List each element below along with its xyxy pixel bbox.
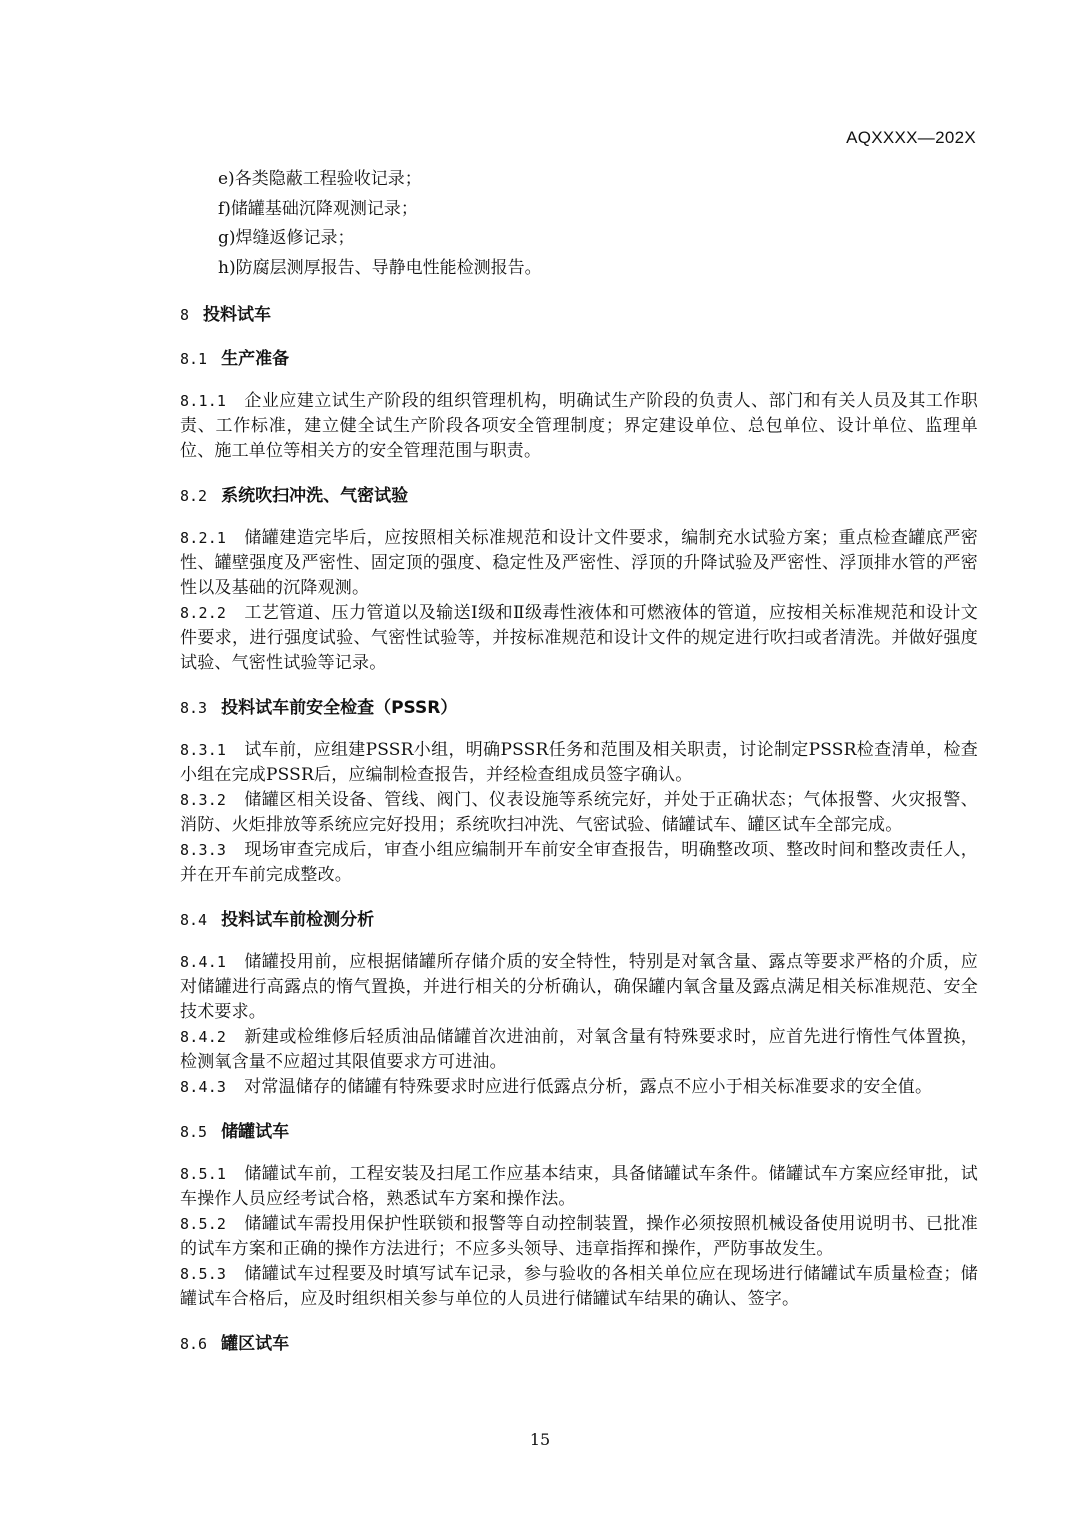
- clause-text: 储罐试车前，工程安装及扫尾工作应基本结束，具备储罐试车条件。储罐试车方案应经审批，试车操作人员应经考试合格，熟悉试车方案和操作法。: [180, 1164, 978, 1209]
- clause-text: 储罐建造完毕后，应按照相关标准规范和设计文件要求，编制充水试验方案；重点检查罐底严密性、罐壁强度及严密性、固定顶的强度、稳定性及严密性、浮顶的升降试验及严密性、浮顶排水管的严密性以及基础的沉降观测。: [180, 528, 978, 598]
- section-heading-8-1: [180, 347, 978, 371]
- list-item: h)防腐层测厚报告、导静电性能检测报告。: [218, 257, 542, 278]
- section-number: 8.4: [180, 911, 208, 929]
- section-title: 投料试车前检测分析: [221, 910, 375, 930]
- clause-number: 8.4.1: [180, 953, 227, 971]
- clause-paragraph: [180, 389, 978, 464]
- section-number: 8.3: [180, 699, 208, 717]
- clause-text: 工艺管道、压力管道以及输送Ⅰ级和Ⅱ级毒性液体和可燃液体的管道，应按相关标准规范和设计文件要求，进行强度试验、气密性试验等，并按标准规范和设计文件的规定进行吹扫或者清洗。并做好强度试验、气密性试验等记录。: [180, 603, 978, 673]
- clause-text: 企业应建立试生产阶段的组织管理机构，明确试生产阶段的负责人、部门和有关人员及其工作职责、工作标准，建立健全试生产阶段各项安全管理制度；界定建设单位、总包单位、设计单位、监理单位、施工单位等相关方的安全管理范围与职责。: [180, 391, 978, 461]
- section-title: 罐区试车: [221, 1334, 290, 1354]
- list-item: g)焊缝返修记录；: [218, 228, 355, 248]
- clause-number: 8.3.2: [180, 791, 227, 809]
- clause-paragraph: [180, 1025, 978, 1075]
- clause-text: 试车前，应组建PSSR小组，明确PSSR任务和范围及相关职责，讨论制定PSSR检查清单，检查小组在完成PSSR后，应编制检查报告，并经检查组成员签字确认。: [180, 740, 978, 785]
- clause-paragraph: [180, 838, 978, 888]
- section-title: 储罐试车: [221, 1122, 290, 1142]
- section-title: 投料试车前安全检查（PSSR）: [221, 698, 458, 718]
- clause-paragraph: [180, 788, 978, 838]
- list-item: f)储罐基础沉降观测记录；: [218, 198, 418, 219]
- clause-text: 现场审查完成后，审查小组应编制开车前安全审查报告，明确整改项、整改时间和整改责任人，并在开车前完成整改。: [180, 840, 978, 885]
- clause-number: 8.2.2: [180, 604, 227, 622]
- page-content: [180, 165, 978, 1374]
- clause-text: 储罐试车需投用保护性联锁和报警等自动控制装置，操作必须按照机械设备使用说明书、已批准的试车方案和正确的操作方法进行；不应多头领导、违章指挥和操作，严防事故发生。: [180, 1214, 978, 1259]
- clause-number: 8.3.3: [180, 841, 227, 859]
- clause-number: 8.4.2: [180, 1028, 227, 1046]
- section-heading-8-5: [180, 1120, 978, 1144]
- clause-paragraph: [180, 1075, 978, 1100]
- clause-paragraph: [180, 1212, 978, 1262]
- section-title: 投料试车: [203, 305, 272, 325]
- clause-text: 新建或检维修后轻质油品储罐首次进油前，对氧含量有特殊要求时，应首先进行惰性气体置换，检测氧含量不应超过其限值要求方可进油。: [180, 1027, 978, 1072]
- clause-number: 8.4.3: [180, 1078, 227, 1096]
- section-number: 8.5: [180, 1123, 208, 1141]
- clause-paragraph: [180, 1162, 978, 1212]
- section-heading-8-3: [180, 696, 978, 720]
- clause-paragraph: [180, 601, 978, 676]
- clause-number: 8.5.2: [180, 1215, 227, 1233]
- section-heading-8-6: [180, 1332, 978, 1356]
- clause-number: 8.5.1: [180, 1165, 227, 1183]
- section-heading-8-4: [180, 908, 978, 932]
- section-heading-8-2: [180, 484, 978, 508]
- clause-paragraph: [180, 950, 978, 1025]
- document-code: AQXXXX—202X: [846, 128, 976, 147]
- list-item: e)各类隐蔽工程验收记录；: [218, 169, 422, 189]
- clause-text: 储罐投用前，应根据储罐所存储介质的安全特性，特别是对氧含量、露点等要求严格的介质，应对储罐进行高露点的惰气置换，并进行相关的分析确认，确保罐内氧含量及露点满足相关标准规范、安全技术要求。: [180, 952, 978, 1022]
- clause-text: 储罐试车过程要及时填写试车记录，参与验收的各相关单位应在现场进行储罐试车质量检查；储罐试车合格后，应及时组织相关参与单位的人员进行储罐试车结果的确认、签字。: [180, 1264, 978, 1309]
- clause-number: 8.5.3: [180, 1265, 227, 1283]
- clause-paragraph: [180, 526, 978, 601]
- section-title: 系统吹扫冲洗、气密试验: [221, 486, 409, 506]
- clause-number: 8.1.1: [180, 392, 227, 410]
- section-number: 8.1: [180, 350, 208, 368]
- section-title: 生产准备: [221, 349, 290, 369]
- clause-number: 8.2.1: [180, 529, 227, 547]
- page-number: 15: [529, 1430, 551, 1449]
- clause-text: 储罐区相关设备、管线、阀门、仪表设施等系统完好，并处于正确状态；气体报警、火灾报警、消防、火炬排放等系统应完好投用；系统吹扫冲洗、气密试验、储罐试车、罐区试车全部完成。: [180, 790, 978, 835]
- section-number: 8: [180, 306, 190, 324]
- clause-number: 8.3.1: [180, 741, 227, 759]
- clause-paragraph: [180, 738, 978, 788]
- section-number: 8.6: [180, 1335, 208, 1353]
- section-number: 8.2: [180, 487, 208, 505]
- section-heading-8: [180, 303, 978, 327]
- clause-text: 对常温储存的储罐有特殊要求时应进行低露点分析，露点不应小于相关标准要求的安全值。: [244, 1077, 933, 1097]
- clause-paragraph: [180, 1262, 978, 1312]
